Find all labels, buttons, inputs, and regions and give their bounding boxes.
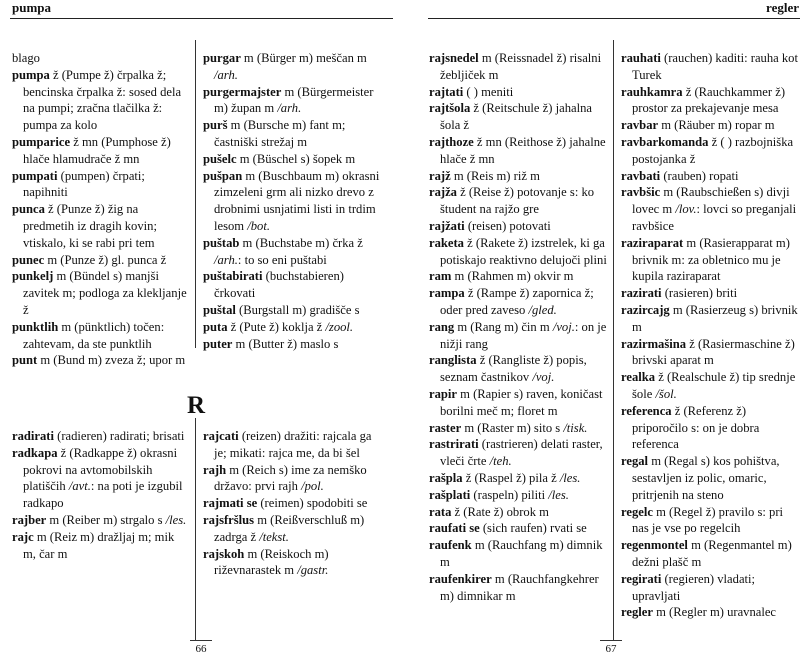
entry-example: : to so eni puštabi — [237, 252, 327, 267]
entry-headword: radkapa — [12, 445, 58, 460]
entry-headword: puta — [203, 319, 228, 334]
entry-field-label: /teh. — [489, 454, 512, 469]
entry-definition: m (Reiz m) dražljaj m; mik m, čar m — [23, 529, 175, 561]
dictionary-entry — [621, 504, 801, 538]
entry-headword: radirati — [12, 429, 54, 443]
entry-definition: (reimen) spodobiti se — [257, 496, 368, 511]
dictionary-entry — [429, 84, 607, 101]
entry-definition: (raspeln) piliti — [470, 487, 549, 502]
entry-definition: m (Buschbaum m) okrasni zimzeleni grm ali nizko drevo z drobnimi usnjatimi listi in trdim lesom — [214, 168, 380, 233]
entry-definition: ž (Rauchkammer ž) prostor za prekajevanje mesa — [632, 84, 786, 116]
dictionary-entry — [12, 352, 190, 369]
dictionary-entry — [203, 50, 383, 84]
entry-field-label: /les. — [559, 470, 581, 485]
dictionary-entry — [429, 571, 607, 605]
entry-headword: referenca — [621, 403, 672, 418]
entry-definition: ž (Raspel ž) pila ž — [462, 470, 560, 485]
dictionary-entry — [621, 184, 801, 234]
entry-headword: regler — [621, 605, 653, 620]
right-header-rule — [428, 18, 800, 19]
entry-field-label: /šol. — [655, 386, 677, 401]
dictionary-entry — [12, 67, 190, 134]
left-page — [0, 0, 404, 660]
dictionary-entry — [12, 134, 190, 168]
entry-definition: m (Büschel s) šopek m — [236, 151, 356, 166]
entry-field-label: /les. — [165, 512, 187, 527]
entry-headword: raketa — [429, 235, 464, 250]
entry-definition: m (Raster m) sito s — [461, 420, 564, 435]
entry-definition: m (Rang m) čin m — [454, 319, 553, 334]
entry-field-label: /les. — [548, 487, 569, 502]
entry-definition: (reisen) potovati — [464, 218, 551, 233]
dictionary-entry — [203, 546, 383, 580]
entry-definition: m (Regal s) kos pohištva, sestavljen iz polic, omaric, pritrjenih na steno — [632, 454, 780, 502]
entry-definition: (buchstabieren) črkovati — [214, 269, 344, 301]
dictionary-entry — [429, 487, 607, 504]
entry-field-label: /gastr. — [297, 563, 329, 578]
left-top-column-divider — [195, 40, 196, 348]
dictionary-entry — [429, 50, 607, 84]
dictionary-entry — [203, 319, 383, 336]
entry-headword: rauhati — [621, 51, 661, 65]
entry-field-label: /lov. — [675, 202, 697, 217]
entry-example: : on je nižji rang — [440, 319, 607, 351]
dictionary-entry — [621, 369, 801, 403]
dictionary-entry — [12, 512, 190, 529]
dictionary-entry — [621, 168, 801, 185]
entry-field-label: /zool. — [325, 319, 354, 334]
entry-definition: m (Reißverschluß m) zadrga ž — [214, 512, 365, 544]
entry-definition: m (Bündel s) manjši zavitek m; podloga za klekljanje ž — [23, 269, 187, 317]
entry-definition: blago — [12, 51, 40, 65]
entry-definition: (rasieren) briti — [661, 286, 738, 301]
dictionary-entry — [621, 403, 801, 453]
entry-headword: rajsfršlus — [203, 512, 255, 527]
entry-headword: rajsnedel — [429, 51, 479, 65]
entry-definition: m (Bursche m) fant m; častniški strežaj m — [214, 118, 346, 149]
entry-definition: m (Regenmantel m) dežni plašč m — [632, 538, 792, 569]
entry-headword: rampa — [429, 286, 465, 301]
entry-headword: rajskoh — [203, 546, 245, 561]
entry-definition: m (Rauchfangkehrer m) dimnikar m — [440, 571, 599, 603]
entry-definition: ž (Reise ž) potovanje s: ko študent na rajžo gre — [440, 185, 595, 217]
left-bottom-column-divider — [195, 418, 196, 640]
entry-headword: rajtati — [429, 84, 464, 99]
right-page-number-rule — [600, 640, 622, 641]
entry-headword: raufenkirer — [429, 571, 492, 586]
entry-headword: rata — [429, 504, 452, 519]
entry-field-label: /bot. — [247, 218, 270, 233]
dictionary-entry — [203, 117, 383, 151]
dictionary-entry — [621, 134, 801, 168]
dictionary-entry — [429, 235, 607, 269]
entry-headword: ravbšic — [621, 185, 661, 200]
entry-headword: rašplati — [429, 487, 471, 502]
dictionary-entry — [203, 495, 383, 512]
dictionary-entry — [203, 84, 383, 118]
entry-definition: (rastrieren) delati raster, vleči črte — [440, 437, 603, 469]
entry-definition: ž (Punze ž) žig na predmetih iz dragih kovin; vtiskalo, ki se rabi pri tem — [23, 202, 157, 250]
entry-field-label: /pol. — [301, 479, 324, 494]
right-page-number: 67 — [605, 643, 617, 655]
entry-definition: ( ) meniti — [463, 84, 514, 99]
entry-headword: ranglista — [429, 353, 477, 368]
entry-headword: rauhkamra — [621, 84, 683, 99]
left-header-rule — [10, 18, 393, 19]
dictionary-entry — [429, 436, 607, 470]
entry-definition: ž (Rakete ž) izstrelek, ki ga potiskajo reaktivno delujoči plini — [440, 235, 607, 267]
entry-definition: (Burgstall m) gradišče s — [235, 302, 360, 317]
dictionary-entry — [203, 151, 383, 168]
dictionary-entry — [429, 285, 607, 319]
entry-definition: m (Rapier s) raven, koničast borilni meč m; floret m — [440, 386, 603, 418]
dictionary-entry — [429, 268, 607, 285]
entry-headword: realka — [621, 370, 656, 385]
dictionary-entry — [429, 420, 607, 437]
entry-headword: razircajg — [621, 302, 670, 317]
entry-headword: punt — [12, 353, 38, 368]
entry-definition: m (Bürger m) meščan m — [240, 51, 367, 65]
entry-definition: m (Bund m) zveza ž; upor m — [37, 353, 186, 368]
entry-definition: m (Punze ž) gl. punca ž — [44, 252, 167, 267]
entry-headword: pumpati — [12, 168, 58, 183]
entry-definition: m (Räuber m) ropar m — [658, 118, 775, 133]
entry-definition: ž (Realschule ž) tip srednje šole — [632, 370, 796, 401]
entry-headword: rastrirati — [429, 437, 479, 452]
entry-field-label: /tisk. — [563, 420, 588, 435]
entry-headword: purgar — [203, 51, 241, 65]
dictionary-entry — [621, 50, 801, 84]
entry-definition: ž mn (Pumphose ž) hlače hlamudrače ž mn — [23, 134, 171, 166]
entry-definition: m (Bürgermeister m) župan m — [214, 84, 374, 116]
dictionary-entry — [621, 117, 801, 134]
entry-headword: puter — [203, 336, 233, 351]
entry-headword: raufati se — [429, 521, 480, 536]
dictionary-entry — [621, 571, 801, 605]
dictionary-entry — [203, 428, 383, 462]
entry-example: : lovci so preganjali ravbšice — [632, 202, 797, 233]
entry-headword: punkelj — [12, 269, 54, 284]
entry-definition: m (Reich s) ime za nemško državo: prvi rajh — [214, 462, 367, 494]
entry-headword: ravbati — [621, 168, 661, 183]
dictionary-entry — [203, 462, 383, 496]
entry-definition: m (Regler m) uravnalec — [652, 605, 777, 620]
dictionary-entry — [203, 235, 383, 269]
entry-definition: m (Regel ž) pravilo s: pri nas je vse po regelcih — [632, 504, 784, 536]
right-column-1 — [429, 50, 607, 604]
dictionary-entry — [621, 302, 801, 336]
dictionary-entry — [12, 445, 190, 512]
entry-example: : na poti je izgubil radkapo — [23, 479, 183, 511]
left-bottom-column-1 — [12, 428, 190, 562]
entry-definition: ž ( ) razbojniška postojanka ž — [632, 134, 794, 166]
dictionary-entry — [12, 529, 190, 563]
entry-definition: (sich raufen) rvati se — [479, 521, 587, 536]
left-page-number: 66 — [195, 643, 207, 655]
entry-definition: m (Rauchfang m) dimnik m — [440, 538, 603, 569]
dictionary-entry — [621, 285, 801, 302]
entry-headword: razirati — [621, 286, 662, 301]
entry-headword: rajža — [429, 185, 457, 200]
entry-headword: rajžati — [429, 218, 465, 233]
right-column-2 — [621, 50, 801, 621]
right-guide-word: regler — [766, 0, 799, 15]
dictionary-entry — [621, 336, 801, 370]
entry-definition: m (Reis m) riž m — [450, 168, 540, 183]
entry-headword: rapir — [429, 386, 457, 401]
dictionary-entry — [429, 134, 607, 168]
entry-headword: ravbarkomanda — [621, 134, 709, 149]
entry-headword: pušpan — [203, 168, 243, 183]
entry-definition: (rauchen) kaditi: rauha kot Turek — [632, 51, 798, 82]
entry-headword: puštal — [203, 302, 236, 317]
dictionary-entry — [203, 512, 383, 546]
entry-definition: ž (Reitschule ž) jahalna šola ž — [440, 101, 592, 133]
entry-definition: ž (Rampe ž) zapornica ž; oder pred zaveso — [440, 286, 594, 317]
dictionary-entry — [12, 50, 190, 67]
entry-headword: razirmašina — [621, 336, 687, 351]
dictionary-entry — [621, 84, 801, 118]
right-page — [404, 0, 809, 660]
entry-headword: rajž — [429, 168, 451, 183]
entry-headword: punktlih — [12, 319, 59, 334]
entry-headword: rajc — [12, 529, 34, 544]
entry-definition: ž (Rangliste ž) popis, seznam častnikov — [440, 353, 587, 385]
left-bottom-column-2 — [203, 428, 383, 579]
dictionary-entry — [429, 386, 607, 420]
dictionary-entry — [429, 470, 607, 487]
entry-definition: m (Butter ž) maslo s — [232, 336, 339, 351]
dictionary-entry — [429, 520, 607, 537]
left-top-column-1 — [12, 50, 190, 369]
entry-headword: regelc — [621, 504, 653, 519]
dictionary-entry — [429, 168, 607, 185]
entry-field-label: /tekst. — [259, 529, 289, 544]
entry-headword: pumparice — [12, 134, 71, 149]
entry-headword: regirati — [621, 571, 662, 586]
entry-headword: purš — [203, 118, 228, 133]
entry-headword: ravbar — [621, 118, 659, 133]
entry-headword: pušelc — [203, 151, 237, 166]
entry-definition: m (pünktlich) točen: zahtevam, da ste punktlih — [23, 319, 165, 351]
entry-headword: rajmati se — [203, 496, 258, 511]
entry-headword: regenmontel — [621, 538, 688, 553]
section-letter: R — [187, 392, 206, 419]
entry-definition: m (Reiber m) strgalo s — [46, 512, 166, 527]
dictionary-entry — [429, 319, 607, 353]
dictionary-entry — [203, 336, 383, 353]
entry-headword: puštabirati — [203, 269, 263, 284]
entry-headword: rang — [429, 319, 455, 334]
dictionary-entry — [12, 168, 190, 202]
entry-definition: m (Buchstabe m) črka ž — [239, 235, 363, 250]
dictionary-entry — [12, 201, 190, 251]
entry-headword: rajthoze — [429, 134, 474, 149]
entry-headword: rašpla — [429, 470, 463, 485]
left-guide-word: pumpa — [12, 0, 52, 15]
dictionary-entry — [429, 218, 607, 235]
left-top-column-2 — [203, 50, 383, 352]
entry-field-label: /voj. — [552, 319, 575, 334]
dictionary-entry — [429, 184, 607, 218]
right-column-divider — [613, 40, 614, 640]
dictionary-entry — [621, 453, 801, 503]
dictionary-entry — [621, 537, 801, 571]
entry-field-label: /voj. — [532, 370, 555, 385]
entry-definition: ž (Radkappe ž) okrasni pokrovi na avtomobilskih platiščih — [23, 445, 178, 494]
entry-headword: puštab — [203, 235, 240, 250]
entry-definition: m (Reiskoch m) riževnarastek m — [214, 546, 329, 578]
entry-definition: ž (Rasiermaschine ž) brivski aparat m — [632, 336, 795, 368]
entry-headword: raster — [429, 420, 462, 435]
entry-field-label: /arh. — [214, 67, 238, 82]
entry-definition: m (Rahmen m) okvir m — [451, 269, 574, 284]
entry-headword: regal — [621, 454, 649, 469]
entry-definition: ž (Rate ž) obrok m — [451, 504, 549, 519]
dictionary-entry — [12, 319, 190, 353]
dictionary-entry — [621, 235, 801, 285]
entry-headword: purgermajster — [203, 84, 282, 99]
entry-headword: rajcati — [203, 429, 239, 443]
entry-definition: ž mn (Reithose ž) jahalne hlače ž mn — [440, 134, 606, 166]
dictionary-entry — [12, 252, 190, 269]
entry-definition: m (Reissnadel ž) risalni žebljiček m — [440, 51, 602, 82]
dictionary-entry — [12, 428, 190, 445]
entry-definition: m (Raubschießen s) divji lovec m — [632, 185, 790, 217]
left-page-number-rule — [190, 640, 212, 641]
entry-field-label: /arh. — [214, 252, 238, 267]
entry-field-label: /avt. — [68, 479, 91, 494]
entry-definition: (reizen) dražiti: rajcala ga je; mikati: rajca me, da bi šel — [214, 429, 372, 460]
dictionary-entry — [203, 302, 383, 319]
entry-headword: rajtšola — [429, 101, 471, 116]
entry-definition: (radieren) radirati; brisati — [53, 429, 185, 443]
dictionary-entry — [429, 100, 607, 134]
entry-definition: ž (Pumpe ž) črpalka ž; bencinska črpalka ž: sosed dela na pumpi; zračna tlačilka ž: pumpa za kolo — [23, 67, 182, 133]
entry-headword: pumpa — [12, 67, 50, 82]
entry-definition: m (Rasierzeug s) brivnik m — [632, 302, 798, 334]
entry-definition: (pumpen) črpati; napihniti — [23, 168, 145, 200]
entry-definition: (regieren) vladati; upravljati — [632, 571, 756, 603]
entry-definition: ž (Pute ž) koklja ž — [227, 319, 326, 334]
entry-headword: raufenk — [429, 538, 472, 553]
dictionary-entry — [203, 168, 383, 235]
entry-headword: ram — [429, 269, 452, 284]
entry-headword: punec — [12, 252, 45, 267]
entry-definition: m (Rasierapparat m) brivnik m: za obletnico mu je kupila raziraparat — [632, 235, 790, 284]
dictionary-entry — [203, 268, 383, 302]
entry-definition: (rauben) ropati — [660, 168, 739, 183]
dictionary-entry — [621, 604, 801, 621]
entry-headword: rajber — [12, 512, 47, 527]
entry-headword: punca — [12, 202, 45, 217]
entry-definition: ž (Referenz ž) priporočilo s: on je dobra referenca — [632, 403, 760, 452]
entry-field-label: /gled. — [528, 302, 557, 317]
dictionary-entry — [429, 352, 607, 386]
dictionary-entry — [429, 504, 607, 521]
dictionary-entry — [429, 537, 607, 571]
dictionary-entry — [12, 268, 190, 318]
entry-headword: raziraparat — [621, 235, 684, 250]
entry-headword: rajh — [203, 462, 227, 477]
entry-field-label: /arh. — [277, 101, 302, 116]
